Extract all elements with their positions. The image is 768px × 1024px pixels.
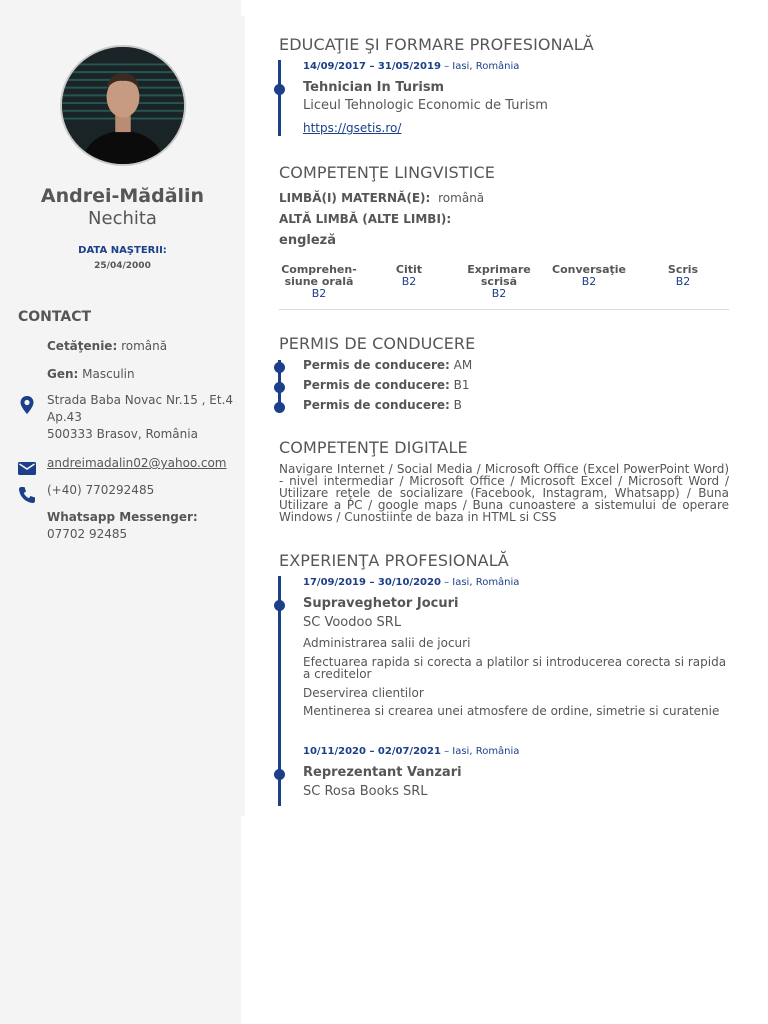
education-link[interactable]: https://gsetis.ro/ bbox=[303, 121, 402, 135]
license-item: Permis de conducere: AM bbox=[303, 358, 473, 372]
contact-title: CONTACT bbox=[18, 309, 92, 325]
license-dot bbox=[274, 402, 285, 413]
mother-tongue-value: română bbox=[438, 191, 485, 205]
job-duty: Deservirea clientilor bbox=[303, 686, 424, 700]
location-pin-icon bbox=[17, 395, 37, 415]
other-language: engleză bbox=[279, 233, 336, 248]
whatsapp bbox=[47, 509, 237, 543]
lang-col-writing-expression: Exprimare scrisă B2 bbox=[467, 263, 531, 300]
lang-col-listening: Comprehen- siune orală B2 bbox=[281, 263, 357, 300]
address-line-1: Strada Baba Novac Nr.15 , Et.4 bbox=[47, 393, 234, 407]
digital-title: COMPETENŢE DIGITALE bbox=[279, 438, 468, 457]
license-dot bbox=[274, 362, 285, 373]
job-duty: Administrarea salii de jocuri bbox=[303, 636, 471, 650]
lang-col-writing: Scris B2 bbox=[667, 263, 699, 288]
education-school: Liceul Tehnologic Economic de Turism bbox=[303, 98, 548, 113]
divider bbox=[279, 309, 729, 310]
phone: (+40) 770292485 bbox=[47, 483, 155, 497]
job-duty: Mentinerea si crearea unei atmosfere de ordine, simetrie si curatenie bbox=[303, 704, 720, 718]
gender-label: Gen: bbox=[47, 367, 79, 381]
whatsapp-value: 07702 92485 bbox=[47, 527, 128, 541]
education-date bbox=[303, 61, 519, 72]
whatsapp-label: Whatsapp Messenger: bbox=[47, 510, 198, 524]
languages-title: COMPETENŢE LINGVISTICE bbox=[279, 163, 495, 182]
mother-tongue bbox=[279, 191, 484, 205]
citizenship-label: Cetăţenie: bbox=[47, 339, 118, 353]
address-line-2: Ap.43 bbox=[47, 410, 82, 424]
experience-title: EXPERIENŢA PROFESIONALĂ bbox=[279, 551, 509, 570]
lang-col-reading: Citit B2 bbox=[395, 263, 423, 288]
profile-photo bbox=[62, 47, 184, 164]
job-dot bbox=[274, 769, 285, 780]
education-dates: 14/09/2017 – 31/05/2019 bbox=[303, 61, 441, 72]
address-line-3: 500333 Brasov, România bbox=[47, 427, 198, 441]
license-item: Permis de conducere: B bbox=[303, 398, 462, 412]
email-link[interactable]: andreimadalin02@yahoo.com bbox=[47, 456, 227, 470]
last-name: Nechita bbox=[88, 208, 157, 229]
citizenship-value: română bbox=[121, 339, 168, 353]
job-role: Reprezentant Vanzari bbox=[303, 765, 462, 780]
job-role: Supraveghetor Jocuri bbox=[303, 596, 459, 611]
job-dot bbox=[274, 600, 285, 611]
dob-value: 25/04/2000 bbox=[94, 261, 151, 271]
mother-tongue-label: LIMBĂ(I) MATERNĂ(E): bbox=[279, 191, 431, 205]
other-languages-label: ALTĂ LIMBĂ (ALTE LIMBI): bbox=[279, 212, 452, 226]
email-icon bbox=[17, 458, 37, 478]
education-dot bbox=[274, 84, 285, 95]
education-place: – Iasi, România bbox=[444, 61, 520, 72]
digital-skills: Navigare Internet / Social Media / Microsoft Office (Excel PowerPoint Word) - nivel intermediar / Microsoft Office / Microsoft Excel / Microsoft Word / Utilizare reţele de socializare (Facebook, Instagram, Whatsapp) / Buna Utilizare a PC / google maps / Buna cunoastere a sistemului de operare Windows / Cunostiinte de baza in HTML si CSS bbox=[279, 462, 729, 524]
dob-label: DATA NAŞTERII: bbox=[78, 245, 167, 256]
job-date: 17/09/2019 – 30/10/2020 – Iasi, România bbox=[303, 577, 520, 588]
education-timeline bbox=[278, 60, 281, 136]
education-title: EDUCAŢIE ŞI FORMARE PROFESIONALĂ bbox=[279, 35, 594, 54]
phone-icon bbox=[17, 485, 37, 505]
sidebar-edge bbox=[241, 16, 245, 816]
job-duty: Efectuarea rapida si corecta a platilor si introducerea corecta si rapida a creditelor bbox=[303, 655, 727, 681]
first-name: Andrei-Mădălin bbox=[40, 185, 205, 207]
gender-value: Masculin bbox=[82, 367, 135, 381]
license-item: Permis de conducere: B1 bbox=[303, 378, 470, 392]
address bbox=[47, 392, 237, 443]
job-date: 10/11/2020 – 02/07/2021 – Iasi, România bbox=[303, 746, 520, 757]
license-dot bbox=[274, 382, 285, 393]
education-degree: Tehnician In Turism bbox=[303, 80, 445, 95]
citizenship bbox=[47, 338, 237, 355]
lang-col-conversation: Conversaţie B2 bbox=[552, 263, 626, 288]
gender bbox=[47, 366, 237, 383]
email[interactable] bbox=[47, 455, 237, 472]
job-company: SC Rosa Books SRL bbox=[303, 784, 428, 799]
avatar bbox=[60, 45, 186, 166]
job-company: SC Voodoo SRL bbox=[303, 615, 402, 630]
license-title: PERMIS DE CONDUCERE bbox=[279, 334, 476, 353]
